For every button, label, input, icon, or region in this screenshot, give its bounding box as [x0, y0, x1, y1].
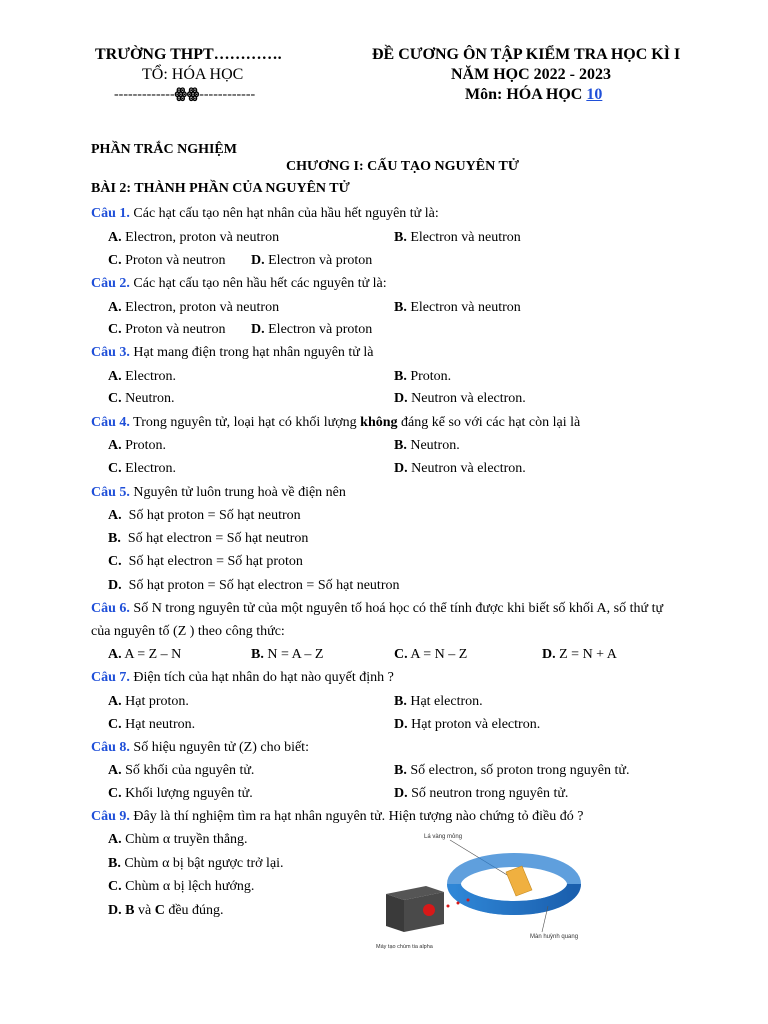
q3-option-d: D. Neutron và electron.	[394, 391, 526, 406]
q3-option-a: A. Electron.	[108, 369, 177, 384]
question-7	[91, 670, 394, 686]
question-3	[91, 345, 374, 361]
subject-grade: 10	[586, 86, 603, 103]
gold-foil	[506, 866, 532, 896]
school-name: TRƯỜNG THPT………….	[95, 46, 282, 63]
q6-option-d: D. Z = N + A	[542, 647, 617, 662]
lesson-title: BÀI 2: THÀNH PHẦN CỦA NGUYÊN TỬ	[91, 181, 350, 196]
q2-option-a: A. Electron, proton và neutron	[108, 300, 280, 315]
chapter-title: CHƯƠNG I: CẤU TẠO NGUYÊN TỬ	[286, 159, 519, 174]
question-5	[91, 485, 346, 501]
alpha-beam-dot	[457, 902, 460, 905]
question-text-before: Trong nguyên tử, loại hạt có khối lượng	[133, 415, 357, 430]
question-9	[91, 809, 583, 825]
section-title: PHẦN TRẮC NGHIỆM	[91, 142, 237, 157]
divider-left: -------------	[114, 87, 175, 102]
subject-label: Môn: HÓA HỌC	[465, 86, 583, 103]
question-6	[91, 601, 663, 617]
source-label: Máy tạo chùm tia alpha	[376, 944, 433, 950]
q7-option-c: C. Hạt neutron.	[108, 717, 196, 732]
q1-option-c: C. Proton và neutron	[108, 253, 226, 268]
question-text-after: đáng kể so với các hạt còn lại là	[401, 415, 581, 430]
question-4	[91, 415, 580, 431]
q4-option-c: C. Electron.	[108, 461, 177, 476]
screen-label: Màn huỳnh quang	[530, 934, 579, 940]
q3-option-c: C. Neutron.	[108, 391, 175, 406]
subject	[465, 86, 602, 104]
q8-option-a: A. Số khối của nguyên tử.	[108, 763, 255, 778]
q5-option-a: A. Số hạt proton = Số hạt neutron	[108, 508, 301, 523]
question-number: Câu 6.	[91, 601, 130, 616]
foil-label: Lá vàng mỏng	[424, 834, 463, 840]
q9-option-b: B. Chùm α bị bật ngược trở lại.	[108, 856, 284, 871]
document-title: ĐỀ CƯƠNG ÔN TẬP KIỂM TRA HỌC KÌ I	[372, 46, 681, 63]
question-text-emphasis: không	[360, 415, 398, 430]
question-number: Câu 8.	[91, 740, 130, 755]
q2-option-b: B. Electron và neutron	[394, 300, 521, 315]
q4-option-b: B. Neutron.	[394, 438, 460, 453]
question-text: Hạt mang điện trong hạt nhân nguyên tử là	[133, 345, 374, 360]
alpha-beam-dot	[467, 899, 470, 902]
divider-ornament-icon: ꙮꙮ	[174, 87, 200, 102]
q4-option-d: D. Neutron và electron.	[394, 461, 526, 476]
alpha-source-aperture	[423, 904, 435, 916]
question-number: Câu 2.	[91, 276, 130, 291]
q5-option-d: D. Số hạt proton = Số hạt electron = Số hạt neutron	[108, 578, 400, 593]
q1-option-d: D. Electron và proton	[251, 253, 373, 268]
rutherford-experiment-figure	[372, 826, 584, 956]
q9-option-c: C. Chùm α bị lệch hướng.	[108, 879, 255, 894]
q6-option-c: C. A = N – Z	[394, 647, 468, 662]
alpha-beam-dot	[447, 905, 450, 908]
question-number: Câu 1.	[91, 206, 130, 221]
q5-option-c: C. Số hạt electron = Số hạt proton	[108, 554, 303, 569]
q7-option-a: A. Hạt proton.	[108, 694, 189, 709]
question-text: Đây là thí nghiệm tìm ra hạt nhân nguyên tử. Hiện tượng nào chứng tỏ điều đó ?	[133, 809, 584, 824]
q5-option-b: B. Số hạt electron = Số hạt neutron	[108, 531, 309, 546]
question-number: Câu 4.	[91, 415, 130, 430]
q9-option-a: A. Chùm α truyền thẳng.	[108, 832, 248, 847]
question-text: Nguyên tử luôn trung hoà về điện nên	[133, 485, 346, 500]
divider-right: ------------	[199, 87, 256, 102]
q3-option-b: B. Proton.	[394, 369, 452, 384]
question-2	[91, 276, 387, 292]
question-text: Số hiệu nguyên tử (Z) cho biết:	[133, 740, 309, 755]
question-text: Các hạt cấu tạo nên hạt nhân của hầu hết nguyên tử là:	[133, 206, 439, 221]
q6-option-b: B. N = A – Z	[251, 647, 324, 662]
q6-option-a: A. A = Z – N	[108, 647, 182, 662]
question-text: Điện tích của hạt nhân do hạt nào quyết định ?	[133, 670, 394, 685]
question-1	[91, 206, 439, 222]
question-8	[91, 740, 309, 756]
q7-option-d: D. Hạt proton và electron.	[394, 717, 541, 732]
q8-option-b: B. Số electron, số proton trong nguyên tử.	[394, 763, 630, 778]
header-divider	[114, 86, 255, 103]
q2-option-c: C. Proton và neutron	[108, 322, 226, 337]
question-number: Câu 9.	[91, 809, 130, 824]
school-year: NĂM HỌC 2022 - 2023	[451, 66, 611, 83]
q8-option-c: C. Khối lượng nguyên tử.	[108, 786, 253, 801]
q2-option-d: D. Electron và proton	[251, 322, 373, 337]
department: TỔ: HÓA HỌC	[142, 66, 244, 83]
question-text: Số N trong nguyên tử của một nguyên tố hoá học có thể tính được khi biết số khối A, số thứ tự	[133, 601, 664, 616]
q4-option-a: A. Proton.	[108, 438, 166, 453]
q1-option-b: B. Electron và neutron	[394, 230, 521, 245]
q8-option-d: D. Số neutron trong nguyên tử.	[394, 786, 569, 801]
q7-option-b: B. Hạt electron.	[394, 694, 483, 709]
q1-option-a: A. Electron, proton và neutron	[108, 230, 280, 245]
question-number: Câu 3.	[91, 345, 130, 360]
q9-option-d: D. B và C đều đúng.	[108, 903, 224, 918]
question-6-line2: của nguyên tố (Z ) theo công thức:	[91, 624, 285, 639]
question-text: Các hạt cấu tạo nên hầu hết các nguyên tử là:	[133, 276, 387, 291]
question-number: Câu 5.	[91, 485, 130, 500]
question-number: Câu 7.	[91, 670, 130, 685]
alpha-source-front	[386, 894, 404, 932]
